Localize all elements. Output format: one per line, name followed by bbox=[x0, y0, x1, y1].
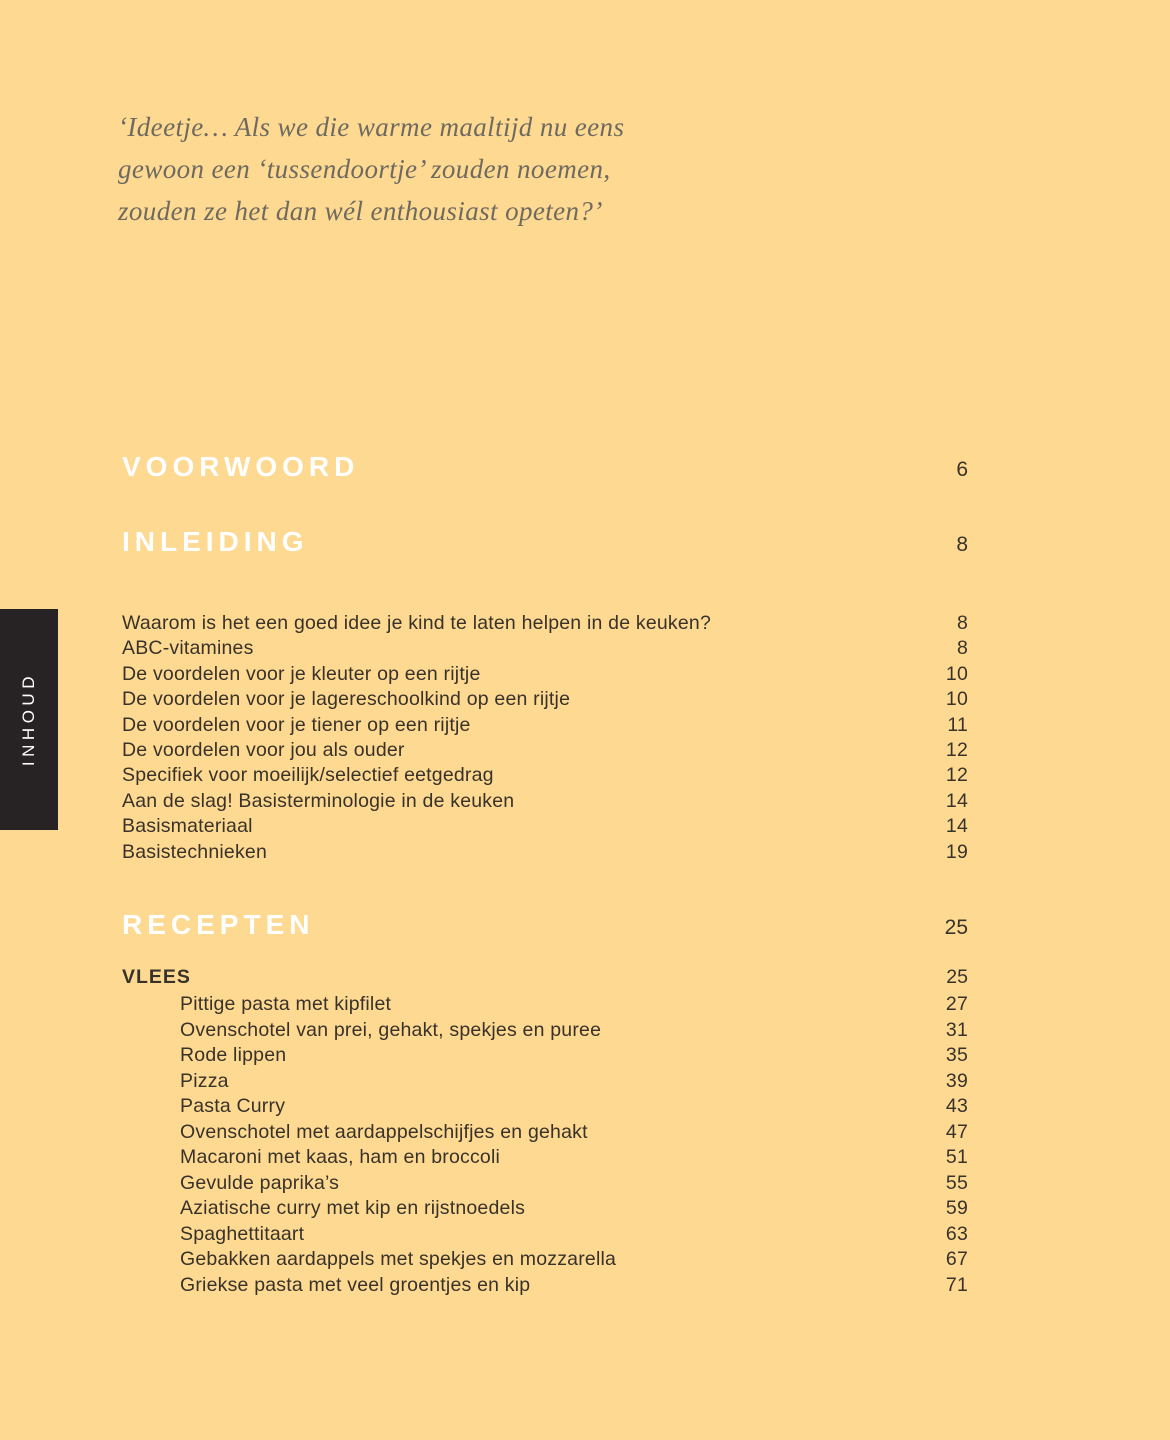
quote-line: zouden ze het dan wél enthousiast opeten?’ bbox=[118, 196, 603, 226]
toc-entry bbox=[122, 611, 968, 636]
toc-entry-page: 12 bbox=[945, 739, 968, 762]
toc-entry-label: Gebakken aardappels met spekjes en mozzarella bbox=[180, 1248, 617, 1271]
toc-entry bbox=[122, 814, 968, 839]
toc-entry bbox=[122, 1018, 968, 1044]
toc-entry-label: Gevulde paprika’s bbox=[180, 1171, 340, 1194]
toc-page bbox=[118, 0, 968, 1298]
toc-intro-list bbox=[122, 611, 968, 865]
inhoud-spine-tab bbox=[0, 609, 58, 830]
toc-entry-page: 43 bbox=[945, 1095, 968, 1118]
quote-line: gewoon een ‘tussendoortje’ zouden noemen, bbox=[118, 154, 611, 184]
toc-entry-page: 14 bbox=[945, 789, 968, 812]
toc-entry-label: Ovenschotel van prei, gehakt, spekjes en puree bbox=[180, 1018, 602, 1041]
toc-vlees-recipe-list bbox=[122, 992, 968, 1298]
toc-entry bbox=[122, 1094, 968, 1120]
subsection-page-number: 25 bbox=[946, 966, 968, 989]
toc-entry-page: 12 bbox=[945, 764, 968, 787]
toc-entry-page: 55 bbox=[945, 1171, 968, 1194]
toc-entry-label: Specifiek voor moeilijk/selectief eetgedrag bbox=[122, 764, 494, 787]
toc-entry-page: 19 bbox=[945, 840, 968, 863]
toc-entry-page: 10 bbox=[945, 662, 968, 685]
toc-entry bbox=[122, 1247, 968, 1273]
toc-subsection-vlees bbox=[122, 964, 968, 990]
toc-section-voorwoord bbox=[122, 450, 968, 484]
section-title: INLEIDING bbox=[122, 526, 309, 557]
toc-entry bbox=[122, 1171, 968, 1197]
toc-entry bbox=[122, 1043, 968, 1069]
toc-entry-page: 63 bbox=[945, 1222, 968, 1245]
toc-entry bbox=[122, 1069, 968, 1095]
toc-entry-page: 8 bbox=[956, 612, 968, 634]
toc-entry-page: 71 bbox=[945, 1273, 968, 1296]
toc-section-recepten bbox=[122, 908, 968, 942]
toc-entry-page: 39 bbox=[945, 1069, 968, 1092]
toc-entry bbox=[122, 763, 968, 788]
toc-entry-page: 11 bbox=[947, 713, 968, 736]
toc-entry-label: De voordelen voor jou als ouder bbox=[122, 739, 405, 762]
toc-entry bbox=[122, 738, 968, 763]
toc-entry-page: 67 bbox=[945, 1248, 968, 1271]
toc-entry-page: 14 bbox=[945, 815, 968, 838]
toc-entry-page: 47 bbox=[945, 1120, 968, 1143]
toc-entry-label: Aan de slag! Basisterminologie in de keuken bbox=[122, 789, 515, 812]
toc-entry-label: Basismateriaal bbox=[122, 815, 253, 838]
epigraph-quote bbox=[118, 0, 968, 232]
toc-entry-page: 27 bbox=[945, 993, 968, 1016]
toc-entry-label: ABC-vitamines bbox=[122, 637, 254, 660]
toc-entry bbox=[122, 992, 968, 1018]
toc-entry bbox=[122, 789, 968, 814]
toc-entry bbox=[122, 1120, 968, 1146]
section-title: VOORWOORD bbox=[122, 451, 360, 482]
toc-entry bbox=[122, 687, 968, 712]
toc-entry-label: De voordelen voor je tiener op een rijtje bbox=[122, 713, 471, 736]
toc-entry-label: Aziatische curry met kip en rijstnoedels bbox=[180, 1197, 526, 1220]
inhoud-tab-label: INHOUD bbox=[19, 672, 38, 767]
section-page-number: 25 bbox=[944, 916, 968, 940]
toc-entry bbox=[122, 662, 968, 687]
toc-entry-page: 10 bbox=[945, 688, 968, 711]
toc-entry bbox=[122, 840, 968, 865]
toc-entry bbox=[122, 713, 968, 738]
toc-entry-label: Basistechnieken bbox=[122, 840, 268, 863]
toc-entry bbox=[122, 1196, 968, 1222]
toc-entry bbox=[122, 1222, 968, 1248]
toc-entry-label: De voordelen voor je lagereschoolkind op een rijtje bbox=[122, 688, 571, 711]
toc-entry-page: 35 bbox=[945, 1044, 968, 1067]
toc-entry-label: Pittige pasta met kipfilet bbox=[180, 993, 392, 1016]
toc-entry-label: Spaghettitaart bbox=[180, 1222, 305, 1245]
toc-entry-page: 51 bbox=[945, 1146, 968, 1169]
toc-entry-label: Waarom is het een goed idee je kind te laten helpen in de keuken? bbox=[122, 612, 712, 634]
toc-entry-page: 31 bbox=[945, 1018, 968, 1041]
toc-entry bbox=[122, 636, 968, 661]
toc-entry-label: Ovenschotel met aardappelschijfjes en gehakt bbox=[180, 1120, 588, 1143]
quote-line: ‘Ideetje… Als we die warme maaltijd nu eens bbox=[118, 112, 625, 142]
toc-section-inleiding bbox=[122, 525, 968, 559]
toc-entry-label: Macaroni met kaas, ham en broccoli bbox=[180, 1146, 501, 1169]
subsection-title: VLEES bbox=[122, 966, 191, 989]
toc-entry-page: 59 bbox=[945, 1197, 968, 1220]
toc-entry-label: Pizza bbox=[180, 1069, 229, 1092]
section-title: RECEPTEN bbox=[122, 909, 315, 941]
toc-entry-page: 8 bbox=[956, 637, 968, 660]
toc-entry-label: Pasta Curry bbox=[180, 1095, 286, 1118]
section-page-number: 8 bbox=[956, 533, 968, 556]
toc-entry bbox=[122, 1273, 968, 1299]
toc-entry-label: De voordelen voor je kleuter op een rijtje bbox=[122, 662, 481, 685]
toc-entry-label: Rode lippen bbox=[180, 1044, 287, 1067]
toc-entry-label: Griekse pasta met veel groentjes en kip bbox=[180, 1273, 531, 1296]
toc-entry bbox=[122, 1145, 968, 1171]
section-page-number: 6 bbox=[956, 458, 968, 481]
